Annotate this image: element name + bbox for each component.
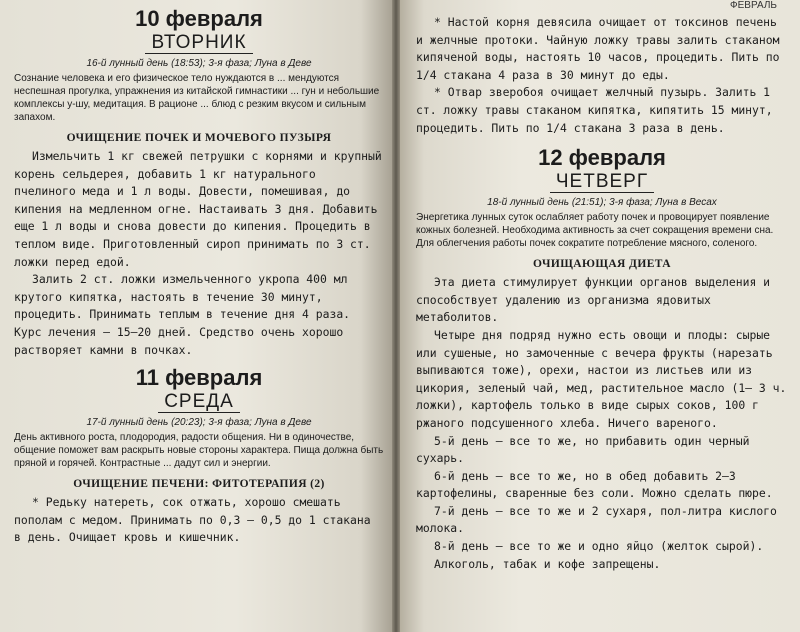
left-page-content bbox=[14, 0, 384, 547]
date-heading-11: 11 февраля bbox=[135, 365, 263, 391]
book-gutter bbox=[392, 0, 400, 632]
weekday-label-11: СРЕДА bbox=[158, 391, 240, 413]
weekday-heading-12 bbox=[416, 171, 788, 193]
paragraph: Измельчить 1 кг свежей петрушки с корнями и крупный корень сельдерея, добавить 1 кг натурального пчелиного меда и 1 л воды. Довести, помешивая, до кипения на медленном огне. Настаивать 3 дня. Добавить еще 1 л воды и снова довести до кипения. Процедить в теплом виде. Приготовленный сироп принимать по 3 ст. ложки перед едой. bbox=[14, 149, 382, 269]
paragraph: Алкоголь, табак и кофе запрещены. bbox=[434, 556, 661, 571]
date-heading-12: 12 февраля bbox=[538, 145, 666, 171]
paragraph: Эта диета стимулирует функции органов выделения и способствует удалению из организма ядовитых метаболитов. bbox=[416, 275, 771, 325]
section-heading-diet: ОЧИЩАЮЩАЯ ДИЕТА bbox=[533, 258, 671, 271]
weekday-heading-10 bbox=[14, 32, 384, 54]
right-page bbox=[400, 0, 800, 632]
running-header: ФЕВРАЛЬ bbox=[730, 0, 777, 11]
paragraph: * Отвар зверобоя очищает желчный пузырь. Залить 1 ст. ложку травы стаканом кипятка, кипятить 15 минут, процедить. Пить по 1/4 стакана 3 раза в день. bbox=[416, 85, 773, 135]
paragraph: Залить 2 ст. ложки измельченного укропа 400 мл крутого кипятка, настоять в течение 30 минут, процедить. Принимать теплым в течение дня 4 раза. Курс лечения — 15—20 дней. Средство очень хорошо растворяет камни в почках. bbox=[14, 272, 351, 357]
day-intro-11: День активного роста, плодородия, радости общения. Ни в одиночестве, общение поможет вам раскрыть новые стороны характера. Пища должна быть пряной и горячей. Контрастные ... дадут сил и энергии. bbox=[14, 432, 384, 470]
paragraph: 5-й день — все то же, но прибавить один черный сухарь. bbox=[416, 433, 750, 466]
moon-info-11: 17-й лунный день (20:23); 3-я фаза; Луна в Деве bbox=[86, 417, 312, 429]
left-page bbox=[0, 0, 392, 632]
paragraph: Четыре дня подряд нужно есть овощи и плоды: сырые или сушеные, но замоченные с вечера фрукты (нарезать выпиваются тоже), орехи, настои из листьев или из цикория, зеленый чай, мед, растительное масло (1— 3 ч. ложки), картофель только в виде сырых соков, 100 г ржаного подсушенного хлеба. Ничего вареного. bbox=[416, 327, 787, 430]
day-intro-10: Сознание человека и его физическое тело нуждаются в ... мендуются неспешная прогулка, упражнения из китайской гимнастики ... гун и небольшие комплексы у-шу, медитация. В рационе ... блюд с резким вкусом и сильным запахом. bbox=[14, 73, 380, 123]
section-heading-kidneys: ОЧИЩЕНИЕ ПОЧЕК И МОЧЕВОГО ПУЗЫРЯ bbox=[66, 132, 332, 144]
moon-info-12: 18-й лунный день (21:51); 3-я фаза; Луна в Весах bbox=[487, 197, 717, 209]
weekday-label-10: ВТОРНИК bbox=[145, 32, 252, 54]
moon-info-10: 16-й лунный день (18:53); 3-я фаза; Луна в Деве bbox=[86, 58, 312, 69]
paragraph: * Редьку натереть, сок отжать, хорошо смешать пополам с медом. Принимать по 0,3 — 0,5 до 1 стакана в день. Очищает кровь и кишечник. bbox=[14, 495, 371, 545]
right-page-content bbox=[416, 0, 788, 573]
section-heading-liver: ОЧИЩЕНИЕ ПЕЧЕНИ: ФИТОТЕРАПИЯ (2) bbox=[73, 478, 325, 491]
weekday-heading-11 bbox=[14, 391, 384, 413]
weekday-label-12: ЧЕТВЕРГ bbox=[550, 171, 654, 193]
paragraph: 8-й день — все то же и одно яйцо (желток сырой). bbox=[434, 539, 764, 554]
day-intro-12: Энергетика лунных суток ослабляет работу почек и провоцирует появление кожных болезней. Необходима активность за счет сокращения времени сна. Для облегчения работы почек сократите потребление мясного, соленого. bbox=[416, 212, 774, 250]
paragraph: * Настой корня девясила очищает от токсинов печень и желчные протоки. Чайную ложку травы залить стаканом кипяченой воды, настоять 10 часов, процедить. Пить по 1/4 стакана 4 раза в 30 минут до еды. bbox=[416, 15, 780, 82]
paragraph: 6-й день — все то же, но в обед добавить 2—3 картофелины, сваренные без соли. Можно сделать пюре. bbox=[416, 468, 773, 501]
paragraph: 7-й день — все то же и 2 сухаря, пол-литра кислого молока. bbox=[416, 503, 777, 536]
date-heading-10: 10 февраля bbox=[135, 6, 263, 31]
